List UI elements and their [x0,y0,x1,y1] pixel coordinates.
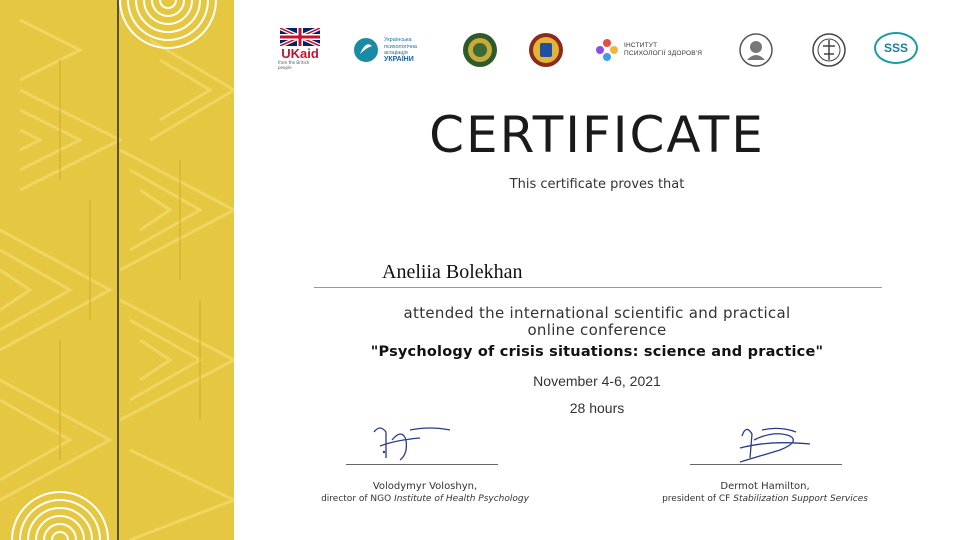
partner-logos [270,28,930,72]
handwritten-signature-right [680,410,830,470]
signature-block-left [300,410,550,505]
recipient-name: Aneliia Bolekhan [382,261,523,283]
institute-line2: ПСИХОЛОГІЇ ЗДОРОВ'Я [624,50,703,57]
academy-line1: Українська [384,37,412,43]
university-seal-2 [528,28,564,72]
signer-left-role [300,494,550,504]
institute-seal [738,28,774,72]
flower-icon [595,38,619,62]
signer-left-role-prefix: director of NGO [321,494,392,504]
signer-right-role [640,494,890,504]
signer-right-role-org: Stabilization Support Services [733,494,868,504]
handwritten-signature-left [340,410,490,470]
signature-block-right [640,410,890,505]
leaf-emblem-icon [352,36,380,64]
academy-line4: УКРАЇНИ [384,55,414,63]
signature-line-right [690,464,842,465]
emblem-icon [811,32,847,68]
society-seal [811,28,847,72]
psych-association-logo [352,28,432,72]
university-seal-1 [462,28,498,72]
signature-line-left [346,464,498,465]
spiral-icon [120,0,216,48]
academy-line2: психологічна [384,43,417,50]
seal-icon [462,32,498,68]
conference-date: November 4-6, 2021 [533,373,661,389]
institute-health-psychology-logo [595,28,710,72]
portrait-seal-icon [738,32,774,68]
signer-left-role-org: Institute of Health Psychology [394,494,529,504]
maze-pattern [0,0,234,540]
conference-hours: 28 hours [569,400,625,416]
decorative-sidebar [0,0,234,540]
ukaid-logo [278,28,322,72]
signer-left-name: Volodymyr Voloshyn, [372,481,478,492]
institute-line1: ІНСТИТУТ [624,42,658,49]
union-jack-icon [280,28,320,46]
attended-line2: online conference [527,321,667,339]
proves-text: This certificate proves that [509,177,685,192]
ukaid-subtext: from the British people [278,60,310,70]
crest-icon [528,32,564,68]
signer-right-role-prefix: president of CF [662,494,731,504]
ukaid-text: UKaid [281,46,319,61]
certificate-title: CERTIFICATE [429,106,765,164]
name-underline [314,287,882,288]
attended-line1: attended the international scientific and practical [403,304,791,322]
conference-topic: "Psychology of crisis situations: science and practice" [370,344,824,360]
attended-text [234,305,960,339]
sss-logo: SSS [874,32,918,64]
signer-right-name: Dermot Hamilton, [720,481,810,492]
academy-line3: асоціація [384,50,408,56]
